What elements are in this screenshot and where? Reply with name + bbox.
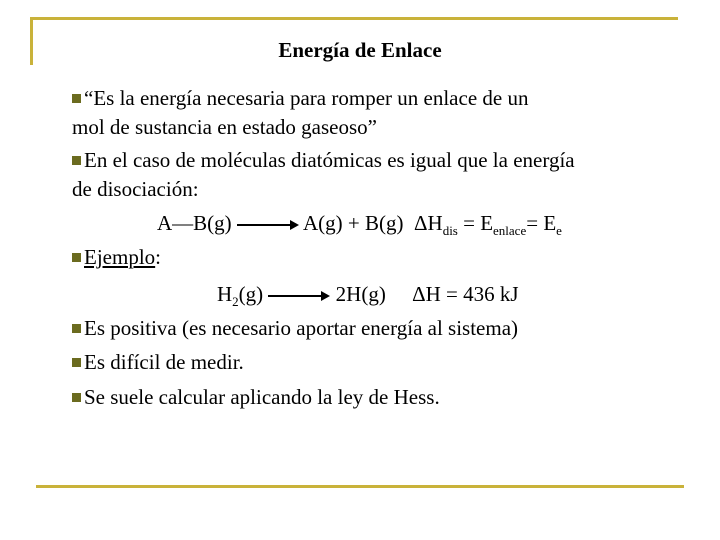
- hess-line: [72, 385, 440, 409]
- bullet-square-icon: [72, 393, 81, 402]
- bullet-square-icon: [72, 324, 81, 333]
- bullet-square-icon: [72, 253, 81, 262]
- positive-line: [72, 316, 518, 340]
- definition-text-1: “Es la energía necesaria para romper un enlace de un: [84, 86, 529, 110]
- reaction-arrow-icon: [237, 219, 299, 231]
- definition-line-2: [72, 115, 377, 139]
- reaction-1-products: A(g) + B(g): [303, 211, 404, 235]
- subscript-enlace: enlace: [493, 223, 527, 239]
- reaction-2-product: 2H(g): [335, 282, 386, 306]
- reaction-2-reactant-h: H: [217, 282, 233, 306]
- difficult-line: [72, 350, 244, 374]
- hess-text: Se suele calcular aplicando la ley de Hess.: [84, 385, 440, 409]
- reaction-1-reactant: A—B(g): [157, 211, 232, 235]
- reaction-1: [157, 211, 562, 243]
- reaction-2: [217, 282, 519, 314]
- frame-top-line: [30, 17, 678, 20]
- definition-text-2: mol de sustancia en estado gaseoso”: [72, 115, 377, 139]
- reaction-1-delta: ΔH: [414, 211, 443, 235]
- slide-title: Energía de Enlace: [278, 38, 442, 62]
- diatomic-line-2: [72, 177, 199, 201]
- reaction-2-enthalpy: ΔH = 436 kJ: [412, 282, 519, 306]
- diatomic-line-1: [72, 148, 575, 172]
- bullet-square-icon: [72, 358, 81, 367]
- positive-text: Es positiva (es necesario aportar energía al sistema): [84, 316, 519, 340]
- definition-line-1: [72, 86, 528, 110]
- example-line: [72, 245, 161, 269]
- reaction-1-equals-2: = E: [526, 211, 557, 235]
- subscript-dis: dis: [442, 223, 458, 239]
- reaction-2-reactant-state: (g): [238, 282, 264, 306]
- bullet-square-icon: [72, 94, 81, 103]
- example-colon: :: [155, 245, 161, 269]
- subscript-e: e: [556, 223, 562, 239]
- diatomic-text-2: de disociación:: [72, 177, 199, 201]
- diatomic-text-1: En el caso de moléculas diatómicas es igual que la energía: [84, 148, 575, 172]
- bullet-square-icon: [72, 156, 81, 165]
- example-label: Ejemplo: [84, 245, 156, 269]
- reaction-arrow-icon: [268, 290, 330, 302]
- subscript-2: 2: [232, 294, 239, 310]
- reaction-1-equals-1: = E: [457, 211, 494, 235]
- frame-bottom-line: [36, 485, 684, 488]
- difficult-text: Es difícil de medir.: [84, 350, 244, 374]
